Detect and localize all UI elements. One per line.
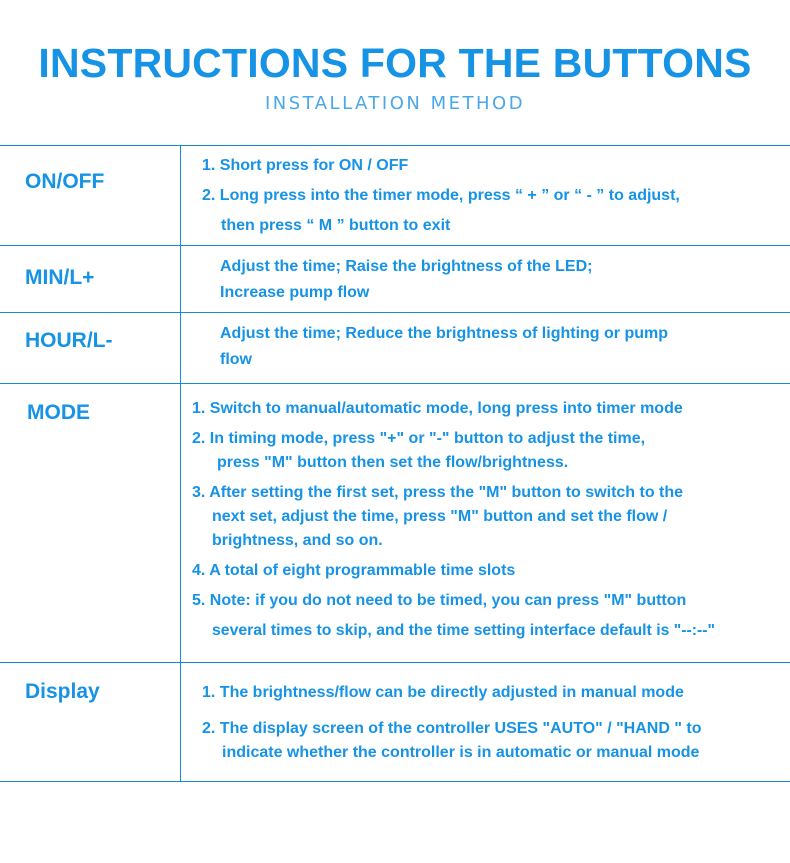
instruction-line: brightness, and so on. bbox=[212, 532, 383, 549]
button-name-mode: MODE bbox=[27, 401, 90, 424]
instruction-line: 1. Short press for ON / OFF bbox=[202, 157, 409, 174]
column-divider bbox=[180, 313, 181, 383]
column-divider bbox=[180, 663, 181, 781]
instruction-line: 1. The brightness/flow can be directly adjusted in manual mode bbox=[202, 684, 684, 701]
column-divider bbox=[180, 384, 181, 663]
instruction-line: flow bbox=[220, 351, 252, 368]
instruction-line: 5. Note: if you do not need to be timed, you can press "M" button bbox=[192, 592, 687, 609]
instruction-line: 2. Long press into the timer mode, press “ + ” or “ - ” to adjust, bbox=[202, 187, 680, 204]
instruction-line: 2. The display screen of the controller USES "AUTO" / "HAND " to bbox=[202, 720, 702, 737]
instruction-line: several times to skip, and the time setting interface default is "--:--" bbox=[212, 622, 716, 639]
page-title: INSTRUCTIONS FOR THE BUTTONS bbox=[38, 40, 752, 86]
column-divider bbox=[180, 246, 181, 312]
instruction-line: 2. In timing mode, press "+" or "-" button to adjust the time, bbox=[192, 430, 646, 447]
table-row-hour-l-minus bbox=[0, 312, 790, 383]
table-row-mode bbox=[0, 383, 790, 663]
instruction-line: 3. After setting the first set, press the "M" button to switch to the bbox=[192, 484, 684, 501]
instruction-line: press "M" button then set the flow/brightness. bbox=[217, 454, 569, 471]
instruction-line: Adjust the time; Reduce the brightness of lighting or pump bbox=[220, 325, 668, 342]
table-row-display bbox=[0, 662, 790, 782]
button-name-min-l-plus: MIN/L+ bbox=[25, 266, 95, 289]
page-subtitle: INSTALLATION METHOD bbox=[264, 93, 526, 114]
instruction-line: 4. A total of eight programmable time slots bbox=[192, 562, 516, 579]
instruction-line: 1. Switch to manual/automatic mode, long press into timer mode bbox=[192, 400, 683, 417]
instruction-line: Adjust the time; Raise the brightness of the LED; bbox=[220, 258, 593, 275]
instruction-line: then press “ M ” button to exit bbox=[221, 217, 451, 234]
instruction-line: indicate whether the controller is in automatic or manual mode bbox=[222, 744, 700, 761]
column-divider bbox=[180, 146, 181, 245]
button-name-display: Display bbox=[25, 680, 100, 703]
table-row-min-l-plus bbox=[0, 245, 790, 312]
table-row-on-off bbox=[0, 145, 790, 245]
instruction-line: next set, adjust the time, press "M" button and set the flow / bbox=[212, 508, 668, 525]
button-name-hour-l-minus: HOUR/L- bbox=[25, 329, 113, 352]
button-name-on-off: ON/OFF bbox=[25, 170, 105, 193]
instruction-line: Increase pump flow bbox=[220, 284, 370, 301]
